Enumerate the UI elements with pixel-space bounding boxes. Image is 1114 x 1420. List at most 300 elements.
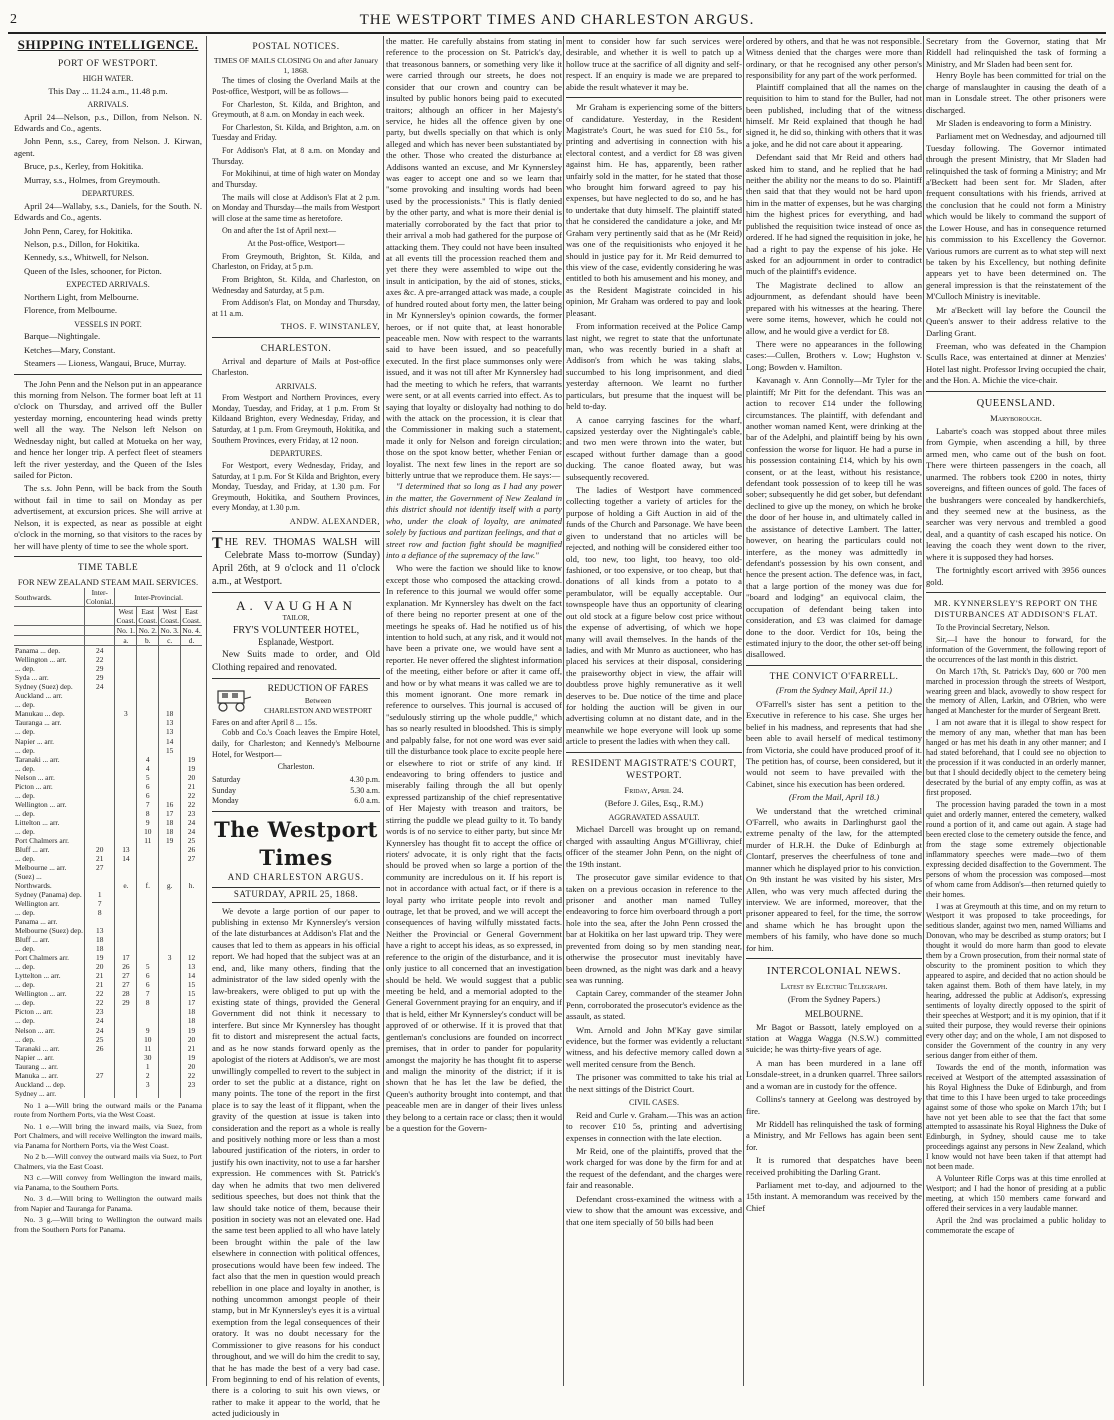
timetable-cell: [159, 1062, 181, 1071]
departures-heading: DEPARTURES.: [81, 189, 135, 199]
column-shipping: [14, 36, 202, 1386]
editorial-quote: "I determined that so long as I had any power in the matter, the Government of New Zealand in this district should not identify itself with a party who, under the cloak of loyalty, are animated solely by factious and partizan feelings, and that a street row and faction fight should be magnified into a defiance of the supremacy of the law.": [386, 481, 562, 560]
timetable-cell: 19: [181, 1053, 202, 1062]
postal-heading: POSTAL NOTICES.: [252, 42, 340, 52]
timetable-cell: 22: [84, 998, 115, 1007]
court-text: Defendant cross-examined the witness with a view to show that the amount was excessive, and that one item specially of 50 bills had been: [566, 1193, 742, 1227]
timetable-port: Manukau ... dep.: [15, 709, 65, 719]
timetable-cell: 29: [84, 664, 115, 673]
melbourne-continued: Secretary from the Governor, stating that Mr Riddell had relinquished the task of forming a Ministry, and Mr Sladen had been sent for.: [926, 36, 1106, 69]
court-text: Defendant said that Mr Reid and others had asked him to stand, and he replied that he had neither the ability nor the means to do so. Plaintiff then said that that they would not be hard upon him in the matter of expenses, but he was charging him the highest prices for everything, and had published the requisition twice instead of once as ordered. If he had signed the requisition in joke, he had a right to pay the expense of his joke. He asked for an adjournment in order to contradict much of the plaintiff's evidence.: [746, 152, 922, 277]
mass-notice: [212, 536, 380, 588]
timetable-cell: 6: [137, 980, 159, 989]
timetable-cell: [137, 917, 159, 926]
timetable-row-south: [14, 827, 202, 836]
postal-line: For Addison's Flat, at 8 a.m. on Monday and Thursday.: [212, 146, 380, 166]
timetable-cell: [159, 998, 181, 1007]
timetable-cell: 14: [181, 971, 202, 980]
timetable-cell: 18: [159, 709, 181, 718]
timetable-cell: [84, 700, 115, 709]
timetable-cell: 5: [137, 962, 159, 971]
coach-advert: [212, 683, 380, 807]
timetable-row-north: [14, 944, 202, 953]
timetable-cell: 22: [84, 989, 115, 998]
timetable-cell: [159, 971, 181, 980]
charleston-departures-heading: DEPARTURES.: [269, 449, 323, 459]
timetable-cell: [137, 944, 159, 953]
court-text: Reid and Curle v. Graham.—This was an action to recover £10 5s, printing and advertising expenses in connection with the late election.: [566, 1109, 742, 1143]
postal-line: The mails will close at Addison's Flat at 2 p.m. on Monday and Thursday—the mails from Westport will close at the same time as heretofore.: [212, 192, 380, 223]
timetable-port: Melbourne ... arr.: [15, 862, 67, 872]
service-letter: c.: [159, 636, 181, 646]
coach-day: Saturday: [212, 774, 241, 784]
court-text: Kavanagh v. Ann Connolly—Mr Tyler for the plaintiff; Mr Pitt for the defendant. This was an action to recover £14 under the following circumstances. The plaintiff, with defendant and another woman named Kent, were drinking at the bar of the Adelphi, and plaintiff being by his own confession the worse for liquor. He had a purse in his possession containing £14, which by his own consent, or at the least, without his resistance, defendant took possession of to keep till he was sober; subsequently he did get sober, but defendant declined to give up the money, on which he broke the door of her house in, and ultimately called in the assistance of detective Lambert. The latter, however, on hearing the particulars could not interfere, as the money was admittedly in defendant's possession by his own consent, and hence the present action. The defence was, in fact, that a large portion of the money was due for "board and lodging" an equivocal claim, the occupation of defendant being taken into consideration, and £3 was claimed for damage done to the door. Verdict for 10s, being the estimated injury to the door, the other set-off being disallowed.: [746, 375, 922, 660]
convict-text: We understand that the wretched criminal O'Farrell, who awaits in Darlinghurst gaol the extreme penalty of the law, for the attempted murder of H.R.H. the Duke of Edinburgh at Clontarf, preserves the cheerfulness of tone and manner which he displayed prior to his conviction. On 9th instant he was visited by his sister, Mrs Allen, who was very much affected during the interview. We are informed, moreover, that the prisoner appeared to feel, for the time, the sorrow and shame which he has brought upon the members of his family, who have done so much for him.: [746, 805, 922, 953]
timetable-cell: [159, 845, 181, 854]
timetable-cell: 13: [181, 962, 202, 971]
timetable-cell: 6: [137, 782, 159, 791]
intercolonial-subheading: Latest by Electric Telegraph.: [780, 980, 888, 991]
timetable-port: ... dep.: [15, 790, 35, 800]
melbourne-heading: MELBOURNE.: [804, 1008, 864, 1019]
timetable-cell: [115, 1053, 137, 1062]
timetable-row-north: [14, 971, 202, 980]
column-editorial: [386, 36, 562, 1386]
timetable-cell: 13: [159, 727, 181, 736]
postal-line: The times of closing the Overland Mails at the Post-office, Westport, will be as follows—: [212, 76, 380, 96]
timetable-row-north: [14, 1053, 202, 1062]
timetable-cell: 22: [181, 791, 202, 800]
melbourne-item: Parliament met on Wednesday, and adjourned till Tuesday following. The Governor intimated through the present Ministry, that Mr Sladen had relinquished the task of forming a Ministry; and Mr a'Beckett had been sent for. Mr Sladen, after frequent consultations with his friends, arrived at the conclusion that he could not form a Ministry which would be likely to command the support of the Lower House, and has in consequence returned his commission to his Excellency the Governor. Various rumors are current as to what step will next be taken by his Excellency, but nothing definite appears yet to have been determined on. The general impression is that the reinstatement of the M'Culloch Ministry is inevitable.: [926, 131, 1106, 302]
timetable-cell: [115, 1044, 137, 1053]
timetable-cell: [159, 691, 181, 700]
service-letter: d.: [181, 636, 202, 646]
timetable-note: N3 c.—Will convey from Wellington the inward mails, via Panama, to the Southern Ports.: [14, 1173, 202, 1192]
timetable-cell: 7: [137, 800, 159, 809]
timetable-row-north: [14, 998, 202, 1007]
southwards-header: Southwards.: [14, 588, 84, 607]
service-letter: a.: [115, 636, 137, 646]
timetable-cell: 17: [159, 809, 181, 818]
court-text: Wm. Arnold and John M'Kay gave similar evidence, but the former was evidently a reluctant witness, and his defective memory called down a well merited censure from the Bench.: [566, 1024, 742, 1069]
timetable-row-north: [14, 1089, 202, 1098]
timetable-cell: 13: [159, 718, 181, 727]
timetable-cell: 9: [137, 1026, 159, 1035]
departure-item: John Penn, Carey, for Hokitika.: [24, 225, 133, 236]
tailor-text: New Suits made to order, and Old Clothing repaired and renovated.: [212, 650, 380, 673]
timetable-port: Wellington arr.: [15, 899, 60, 909]
timetable-cell: [159, 782, 181, 791]
timetable-cell: 23: [84, 1007, 115, 1016]
timetable-cell: 24: [181, 818, 202, 827]
timetable-cell: [159, 700, 181, 709]
report-addressee: To the Provincial Secretary, Nelson.: [936, 622, 1050, 632]
court-text: Captain Carey, commander of the steamer John Penn, corroborated the prosecutor's evidence as the assault, as stated.: [566, 988, 742, 1022]
timetable-cell: [159, 764, 181, 773]
timetable-port: Melbourne (Suez) dep.: [15, 926, 83, 936]
timetable-cell: [137, 935, 159, 944]
court-text: There were no appearances in the following cases:—Cullen, Brothers v. Low; Hughston v. Long; Bowden v. Hamilton.: [746, 338, 922, 372]
timetable-cell: [115, 664, 137, 673]
report-text: On March 17th, St. Patrick's Day, 600 or 700 men marched in procession through the streets of Westport, wearing green and black, avowedly to show respect for the memory of Allen, Larkin, and O'Brien, who were hanged at Manchester for the murder of Sergeant Brett.: [926, 666, 1106, 716]
charleston-departures: For Westport, every Wednesday, Friday, and Saturday, at 1 p.m. For St Kilda and Brighton, every Monday, Tuesday, and Friday, at 1.30 p.m. For Greymouth, Hokitika, and Southern Provinces, every Monday, at 1.30 p.m.: [212, 460, 380, 513]
timetable-cell: [137, 863, 159, 872]
timetable-port: ... dep.: [15, 727, 35, 737]
divider: [14, 556, 202, 557]
timetable-cell: [159, 989, 181, 998]
postal-line: At the Post-office, Westport—: [247, 239, 345, 249]
mass-heading: HE REV. THOMAS WALSH: [224, 537, 358, 549]
timetable-cell: 2: [137, 1071, 159, 1080]
timetable-cell: 18: [84, 935, 115, 944]
timetable-cell: [84, 727, 115, 736]
service-number: No. 2.: [138, 626, 157, 636]
divider: [566, 752, 742, 753]
timetable-cell: 14: [159, 737, 181, 746]
service-letter: h.: [181, 881, 202, 890]
timetable-cell: [181, 926, 202, 935]
timetable-port: Napier ... arr.: [15, 1052, 54, 1062]
timetable-row-north: [14, 962, 202, 971]
timetable-cell: [159, 872, 181, 881]
timetable-cell: 3: [159, 953, 181, 962]
charleston-signature: ANDW. ALEXANDER,: [289, 517, 380, 527]
timetable-cell: 27: [115, 971, 137, 980]
timetable-cell: [115, 755, 137, 764]
intercolonial-source: (From the Sydney Papers.): [787, 994, 881, 1005]
timetable-cell: [84, 691, 115, 700]
timetable-cell: 20: [181, 773, 202, 782]
timetable-cell: 21: [181, 782, 202, 791]
timetable-row-north: [14, 1062, 202, 1071]
timetable-cell: [115, 655, 137, 664]
timetable-cell: [159, 917, 181, 926]
timetable-row-south: [14, 709, 202, 718]
timetable-row-north: [14, 1016, 202, 1025]
timetable-cell: 27: [84, 1071, 115, 1080]
timetable-cell: [137, 908, 159, 917]
queensland-heading: QUEENSLAND.: [976, 397, 1056, 409]
court-before: (Before J. Giles, Esq., R.M.): [604, 798, 704, 809]
timetable-port: Bluff ... arr.: [15, 935, 50, 945]
timetable-cell: 21: [84, 980, 115, 989]
melbourne-item: It is rumored that despatches have been received prohibiting the Darling Grant.: [746, 1155, 922, 1177]
timetable-cell: [137, 727, 159, 736]
timetable-cell: [137, 737, 159, 746]
divider: [212, 531, 380, 532]
timetable-cell: [115, 727, 137, 736]
timetable-cell: [115, 737, 137, 746]
timetable-row-south: [14, 809, 202, 818]
coach-times: [212, 775, 380, 807]
timetable-cell: 12: [181, 953, 202, 962]
timetable-port: ... dep.: [15, 664, 35, 674]
timetable-cell: [181, 727, 202, 736]
timetable-cell: 6: [137, 791, 159, 800]
column-rule: [206, 36, 207, 1386]
timetable-port: Taranaki ... arr.: [15, 1043, 60, 1053]
timetable-cell: [159, 962, 181, 971]
editorial-text: We devote a large portion of our paper to publishing in extenso Mr Kynnersley's version of the late disturbances at Addison's Flat and the causes that led to them as appears in his official report. We had hoped that the subject was at an end, and, like many others, finding that the administrator of the law sided openly with the law-breakers, were obliged to put up with the existing state of things, provided the General Government did not think it necessary to interfere. But since Mr Kynnersley has thought fit to distort and misrepresent the actual facts, and as he now stands forward openly as the apologist of the rioters at Addison's, we are most unwillingly compelled to revert to the subject in order to set the public at a distance, right on many points. The tone of the report in the first place is to say the least of it flippant, when the gravity of the question at issue is taken into consideration and the report as a whole is really and positively nothing more or less than a most laboured justification of the rioters, in order to justify his own inactivity, not to use a far harsher expression. He commences with St. Patrick's day when he admits that two men delivered seditious speeches, but does not think that the law should take notice of them, because their position in society was not an elevated one. Had the same test been applied to all who have lately been brought within the pale of the law elsewhere in connection with political offences, prosecutions would have been few indeed. The fact also that the men in question would preach rebellion in one place and loyalty in another, is nothing uncommon amongst people of their stamp, but in Mr Kynnersley's eyes it is a virtual exemption from the legal consequences of their oratory. It was no doubt necessary for the Commissioner to give reasons for his conduct throughout, and we will do him the credit to say, that he has made the best of a very bad case. From beginning to end of his relation of events, there is a coloring to suit his own views, or rather to make it appear to the world, that he acted judiciously in: [212, 905, 380, 1419]
timetable-port: Auckland ... dep.: [15, 1079, 66, 1089]
timetable-cell: [115, 746, 137, 755]
melbourne-item: Collins's tannery at Geelong was destroyed by fire.: [746, 1094, 922, 1116]
queensland-item: The fortnightly escort arrived with 3956 ounces gold.: [926, 565, 1106, 587]
timetable-cell: [181, 899, 202, 908]
coast-header: East Coast.: [138, 607, 158, 626]
tailor-hotel: FRY'S VOLUNTEER HOTEL,: [232, 624, 360, 636]
timetable-cell: [181, 863, 202, 872]
timetable-cell: [159, 926, 181, 935]
timetable-row-north: [14, 908, 202, 917]
mass-text: will Celebrate Mass to-morrow (Sunday) April 26th, at 9 o'clock and 11 o'clock a.m., at Westport.: [212, 537, 380, 588]
timetable-note: No. 3 d.—Will bring to Wellington the outward mails from Napier and Tauranga for Panama.: [14, 1194, 202, 1213]
timetable-cell: [181, 718, 202, 727]
timetable-port: ... dep.: [15, 763, 35, 773]
column-local-news: [566, 36, 742, 1386]
court-continued: ordered by others, and that he was not responsible. Witness denied that the charges were more than ordinary, or that he recognised any other person's responsibility for any part of the work performed.: [746, 36, 922, 81]
timetable-port: Port Chalmers arr.: [15, 953, 69, 963]
convict-heading: THE CONVICT O'FARRELL.: [769, 671, 899, 682]
timetable-cell: 19: [84, 953, 115, 962]
timetable-cell: [84, 709, 115, 718]
timetable-row-north: [14, 926, 202, 935]
report-text: April the 2nd was proclaimed a public holiday to commemorate the escape of: [926, 1216, 1106, 1236]
coast-header: West Coast.: [160, 607, 179, 626]
timetable-cell: [181, 682, 202, 691]
timetable-row-south: [14, 691, 202, 700]
timetable-port: Auckland ... arr.: [15, 691, 63, 701]
timetable-row-north: [14, 917, 202, 926]
timetable-cell: 26: [84, 1044, 115, 1053]
timetable-cell: [84, 800, 115, 809]
timetable-cell: 18: [159, 818, 181, 827]
timetable-row-south: [14, 682, 202, 691]
report-heading: MR. KYNNERSLEY'S REPORT ON THE DISTURBANCES AT ADDISON'S FLAT.: [934, 597, 1098, 620]
timetable-port: Manuka ... arr.: [15, 1070, 59, 1080]
timetable-note: No 2 b.—Will convey the outward mails via Suez, to Port Chalmers, via the East Coast.: [14, 1152, 202, 1171]
service-number: No. 3.: [160, 626, 179, 636]
timetable-row-north: [14, 1071, 202, 1080]
assault-heading: AGGRAVATED ASSAULT.: [608, 812, 700, 822]
timetable-cell: [159, 1026, 181, 1035]
timetable-row-north: [14, 989, 202, 998]
divider: [212, 811, 380, 812]
arrival-item: John Penn, s.s., Carey, from Nelson. J. Kirwan, agent.: [14, 136, 202, 158]
timetable-port: Sydney (Suez) dep.: [15, 682, 73, 692]
timetable-cell: 21: [181, 1044, 202, 1053]
timetable-cell: [84, 737, 115, 746]
timetable-cell: [84, 782, 115, 791]
timetable-cell: 28: [115, 989, 137, 998]
timetable-row-north: [14, 1026, 202, 1035]
timetable-cell: 21: [84, 854, 115, 863]
court-heading: RESIDENT MAGISTRATE'S COURT, WESTPORT.: [571, 758, 737, 782]
timetable-cell: 18: [181, 1007, 202, 1016]
timetable-cell: [159, 899, 181, 908]
timetable-row-south: [14, 727, 202, 736]
timetable-row-north: [14, 1044, 202, 1053]
melbourne-item: Parliament met to-day, and adjourned to the 15th instant. A memorandum was received by the Chief: [746, 1180, 922, 1213]
timetable-cell: [115, 872, 137, 881]
timetable-cell: 25: [84, 1035, 115, 1044]
timetable-cell: 27: [84, 863, 115, 872]
timetable-row-south: [14, 718, 202, 727]
timetable-cell: [137, 926, 159, 935]
timetable-cell: 20: [84, 962, 115, 971]
service-letter: f.: [137, 881, 159, 890]
timetable-cell: [115, 718, 137, 727]
timetable-cell: [159, 773, 181, 782]
timetable-cell: 29: [115, 998, 137, 1007]
high-water-times: This Day ... 11.24 a.m., 11.48 p.m.: [48, 85, 168, 96]
divider: [212, 337, 380, 338]
timetable-cell: 19: [181, 755, 202, 764]
report-text: I am not aware that it is illegal to show respect for the memory of any man, whether that man has been hanged or has met his death in any other manner; and I had stated beforehand, that I could see no objection to the procession if it was conducted in an orderly manner, but that I should decidedly object to the cemetery being desecrated by the burial of any empty coffin, as was at first proposed.: [926, 718, 1106, 798]
column-rule: [383, 36, 384, 1386]
timetable-cell: 29: [84, 673, 115, 682]
editorial-continued: Who were the faction we should like to know except those who composed the attacking crowd. In reference to this journal we would offer some explanation. Mr Kynnersley has dwelt on the fact of there being no reporter present at one of the meetings he speaks of. Had he notified us of his intention to hold such, at any risk, and it would not have been a private one, we would have sent a reporter. He never offered the slightest information of the meeting, either before or after it came off, and how or by what means it was called we are to this moment ignorant. One more remark in reference to ourselves. This journal is accused of "sedulously stirring up the whole puddle," which has so nearly resulted in bloodshed. This is simply and palpably false, for not one word was ever said till the disturbance took place to excite people here or elsewhere to riot or strife of any kind. If endeavoring to bring offenders to justice and miserably failing through the all but openly expressed partizanship of the chief representative of Her Majesty with treason and traitors, be stirring the puddle we plead guilty to it. To bandy words is of no service to either party, but since Mr Kynnersley has thought fit to accept the office of rioters' advocate, it is only right that the facts should be proved when so large a portion of the community are incredulous on it. If his report is not in accordance with actual fact, or if there is a loyal party who irritate people into revolt and outrage, let that be proved, and we will accept the consequences of having wilfully misstated facts. Neither the Provincial or General Government have a right to accept his ideas, as so expressed, in reference to the origin of the disturbance, and it is only justice to all concerned that an investigation should be held. We would suggest that a public meeting be held, and a memorial adopted to the General Government praying for an enquiry, and if that is held, either Mr Kynnersley's conduct will be approved of or otherwise. If it is proved that that gentleman's conclusions are founded on incorrect premises, that in order to pander for popularity amongst the majority he has thought fit to asperse and malign the minority of the district; if it is shown that he has let the law be defied, the Queen's authority brought into contempt, and that peaceable men are in danger of their lives unless they belong to a certain race or class; then it would be a question for the Govern-: [386, 563, 563, 1134]
timetable-row-north: [14, 1080, 202, 1089]
timetable-cell: [159, 854, 181, 863]
column-rule: [923, 36, 924, 1386]
timetable-port: Wellington ... arr.: [15, 799, 67, 809]
court-date: Friday, April 24.: [624, 784, 684, 795]
timetable-port: ... dep.: [15, 980, 35, 990]
melbourne-item: Mr Sladen is endeavoring to form a Ministry.: [936, 117, 1092, 128]
masthead: THE WESTPORT TIMES AND CHARLESTON ARGUS.: [359, 11, 755, 28]
timetable-cell: [115, 673, 137, 682]
timetable-cell: [84, 746, 115, 755]
timetable-row-south: [14, 782, 202, 791]
coach-time: 4.30 p.m.: [349, 774, 380, 784]
postal-line: For Mokihinui, at time of high water on Monday and Thursday.: [212, 169, 380, 189]
timetable-cell: [159, 655, 181, 664]
convict-text: O'Farrell's sister has sent a petition to the Executive in reference to his case. She urges her belief in his madness, and represents that had she been able to avail herself of medical testimony from Victoria, she could have produced proof of it. The petition has, of course, been considered, but it would not seem to have prevailed with the Cabinet, since his execution has been ordered.: [746, 698, 922, 789]
expected-item: Florence, from Melbourne.: [24, 305, 118, 316]
timetable-cell: [159, 1007, 181, 1016]
timetable-cell: [159, 1035, 181, 1044]
timetable-cell: 22: [84, 655, 115, 664]
timetable-port: Taurang ... arr.: [15, 1061, 58, 1071]
timetable-cell: 17: [181, 998, 202, 1007]
timetable-cell: 25: [181, 836, 202, 845]
postal-line: From Brighton, St. Kilda, and Charleston, on Wednesday and Saturday, at 5 p.m.: [212, 274, 380, 295]
timetable-port: Sydney ... arr.: [15, 1088, 57, 1098]
timetable-cell: 10: [137, 827, 159, 836]
column-rule: [743, 36, 744, 1386]
timetable-port: Port Chalmers arr.: [15, 835, 69, 845]
timetable-port: Nelson ... arr.: [15, 1025, 55, 1035]
coach-text: Cobb and Co.'s Coach leaves the Empire Hotel, daily, for Charleston; and Kennedy's Melbourne Hotel, for Westport—: [212, 728, 380, 759]
timetable-cell: 23: [181, 809, 202, 818]
timetable-port: Picton ... arr.: [15, 1007, 53, 1017]
timetable-cell: [137, 718, 159, 727]
timetable-cell: [137, 691, 159, 700]
timetable-row-south: [14, 746, 202, 755]
fares-heading: REDUCTION OF FARES: [267, 684, 369, 695]
postal-line: For Charleston, St. Kilda, and Brighton, a.m. on Tuesday and Friday.: [212, 122, 380, 143]
timetable-cell: [115, 863, 137, 872]
timetable-cell: 26: [181, 845, 202, 854]
timetable-cell: [159, 1071, 181, 1080]
timetable-cell: [84, 809, 115, 818]
vessel-item: Steamers — Lioness, Wangaui, Bruce, Murray.: [24, 358, 187, 369]
timetable-port: ... dep.: [15, 962, 35, 972]
timetable-cell: [137, 646, 159, 656]
civil-heading: CIVIL CASES.: [629, 1098, 679, 1108]
coach-place: Charleston.: [277, 762, 315, 772]
timetable-cell: [181, 890, 202, 899]
timetable-port: ... dep.: [15, 826, 35, 836]
timetable-cell: 20: [181, 1062, 202, 1071]
timetable-cell: 7: [137, 989, 159, 998]
timetable-port: ... dep.: [15, 1016, 35, 1026]
service-letter: b.: [137, 636, 159, 646]
high-water-heading: HIGH WATER.: [82, 73, 134, 83]
timetable-cell: [84, 917, 115, 926]
queensland-subheading: Maryborough.: [990, 412, 1042, 423]
timetable-row-south: [14, 845, 202, 854]
timetable-cell: [137, 899, 159, 908]
timetable-cell: [159, 908, 181, 917]
coach-icon: [212, 687, 252, 713]
timetable-cell: [159, 1089, 181, 1098]
timetable-cell: [84, 1080, 115, 1089]
timetable-row-south: [14, 872, 202, 881]
timetable-cell: [181, 673, 202, 682]
timetable-row-south: [14, 863, 202, 872]
timetable-cell: 24: [84, 646, 115, 656]
timetable-row-south: [14, 673, 202, 682]
timetable-cell: 24: [84, 1016, 115, 1025]
timetable-cell: 15: [159, 746, 181, 755]
timetable-note: No 1 a—Will bring the outward mails or the Panama route from Northern Ports, via the West Coast.: [14, 1100, 202, 1120]
timetable-cell: [137, 872, 159, 881]
timetable-cell: 7: [84, 899, 115, 908]
timetable-port: ... dep.: [15, 998, 35, 1008]
report-text: The procession having paraded the town in a most quiet and orderly manner, entered the cemetery, walked round a portion of it, and came out again. A stage had been erected close to the cemetery outside the fence, and from the stage some extremely objectionable inflammatory speeches were made—two of them expressing decided disaffection to the Government. The persons of whom the procession was composed—most of whom came from Addison's—then returned quietly to their homes.: [926, 799, 1106, 899]
timetable-cell: [181, 935, 202, 944]
news-item: From information received at the Police Camp last night, we regret to state that the unfortunate man, who was recently buried in a shaft at Addison's from which he was taking slabs, succumbed to his long imprisonment, and died yesterday afternoon. We learnt no further particulars, but presume that the inquest will be held to-day.: [566, 321, 742, 412]
timetable-cell: 3: [137, 1080, 159, 1089]
timetable-cell: 15: [181, 980, 202, 989]
timetable-cell: [181, 646, 202, 656]
editorial-continued: the matter. He carefully abstains from stating in reference to the procession on St. Patrick's day, that treasonous banners, or something very like it were carried through our streets, he does not consider that our crown and country can be insulted by public honors being paid to executed traitors; although an officer in her Majesty's service, he hides all the offence given by one party, but dwells specially on that which is only alleged and which has never been substantiated by the other. Those who created the disturbance at Addisons wanted an excuse, and Mr Kynnersley was eager to accept one and so we learn that "some provoking and insulting words had been used by the processionists." This is flatly denied by the other party, and what is more their denial is materially corroborated by the fact that prior to their arrival a mob had gathered for the purpose of attacking them. They could not have been insulted at all events till the procession reached them and yet there they were assembled to wipe out the insult in anticipation, by the aid of stones, sticks, axes &c. A pre-arranged attack was made, a couple of hundred routed about forty men, the latter being in Mr Kynnersley's opinion cowards, the former heroes, or if not quite that, at least honorable peaceable men. Now with respect to the warrants said to have been issued, and so peacefully executed. In the first place summonses only were issued, and it was not till after Mr Kynnersley had had the meeting to which he refers, that warrants were sent, or at all events carried into effect. As to saying that loyalty or disloyalty had nothing to do with the attack on the procession, it is clear that the Commissioner in making such a statement, made it only for Nelson and foreign circulation; those on the spot know better, whether Fenian or loyalist. The next few lines in the report are so bitterly untrue that we reproduce them. He says:—: [386, 36, 562, 481]
timetable-cell: 1: [137, 1062, 159, 1071]
timetable-cell: [137, 1089, 159, 1098]
timetable-cell: 23: [181, 1080, 202, 1089]
timetable-port: Napier ... arr.: [15, 736, 54, 746]
divider: [926, 592, 1106, 593]
timetable-row-south: [14, 737, 202, 746]
timetable-cell: [159, 1016, 181, 1025]
timetable-cell: [84, 764, 115, 773]
timetable-port: ... dep.: [15, 944, 35, 954]
timetable-cell: [115, 700, 137, 709]
court-text: The prosecutor gave similar evidence to that taken on a previous occasion in reference to the prisoner and another man named Tulley endeavoring to force him overboard through a port hole into the sea, after the John Penn crossed the bar at Hokitika on her last upward trip. They were prevented from doing so by men standing near, otherwise the prosecutor must inevitably have been drowned, as the night was dark and a heavy sea was running.: [566, 872, 742, 985]
timetable-cell: [181, 737, 202, 746]
timetable-cell: [84, 718, 115, 727]
report-text: I was at Greymouth at this time, and on my return to Westport it was proposed to take proceedings, for seditious slander, against two men, named Williams and Donovan, who may be described as stump orators; but I thought it would do more harm than good to elevate them by a Crown prosecution, from their normal state of obscurity to the prominent position to which they appeared to aspire, and decided that no action should be taken against them. Both of them have lately, in my hearing, addressed the public at Addison's, expressing sentiments of loyalty directly opposed to the spirit of their speeches at Westport; and it is my opinion, that if it suited their purpose, they would reverse their opinions every other day; and on the whole, I am not disposed to consider the Government of the country in any very serious danger from either of them.: [926, 901, 1106, 1060]
timetable-row-north: [14, 1035, 202, 1044]
timetable-cell: [115, 1062, 137, 1071]
timetable-cell: [115, 682, 137, 691]
coach-time: 5.30 a.m.: [350, 785, 380, 795]
timetable-row-south: [14, 755, 202, 764]
timetable-cell: [115, 908, 137, 917]
court-text: Mr Reid, one of the plaintiffs, proved that the work charged for was done by the firm for and at the request of the defendant, and the charges were fair and reasonable.: [566, 1146, 742, 1191]
